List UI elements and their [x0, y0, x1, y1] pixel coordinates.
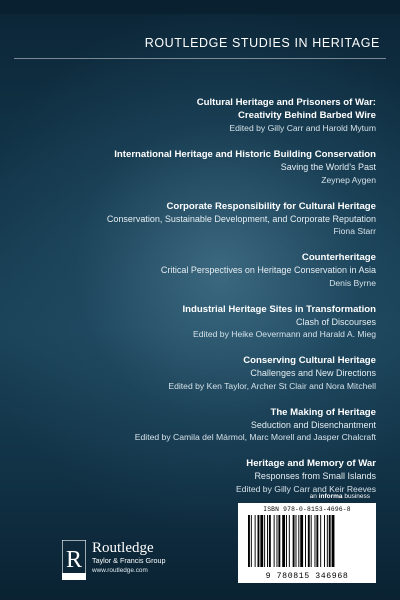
book-editors: Denis Byrne	[329, 277, 376, 288]
book-entry	[16, 406, 376, 444]
top-band	[0, 0, 400, 14]
barcode-bars	[246, 515, 368, 567]
book-list	[16, 96, 376, 509]
book-subtitle: Clash of Discourses	[295, 316, 376, 327]
book-entry	[16, 354, 376, 392]
book-title: Heritage and Memory of War	[246, 458, 376, 469]
book-entry	[16, 457, 376, 495]
svg-text:R: R	[65, 547, 83, 573]
isbn-text: ISBN 978-0-8153-4696-8	[263, 506, 351, 513]
book-entry	[16, 148, 376, 186]
book-editors: Edited by Gilly Carr and Harold Mytum	[229, 123, 376, 133]
book-title: Counterheritage	[301, 252, 376, 263]
book-entry	[16, 200, 376, 238]
book-editors: Edited by Camila del Mármol, Marc Morell and Jasper Chalcraft	[134, 432, 376, 442]
book-subtitle: Seduction and Disenchantment	[250, 419, 376, 430]
book-title-line2: Creativity Behind Barbed Wire	[238, 110, 376, 121]
publisher-block	[62, 540, 166, 580]
book-subtitle: Saving the World’s Past	[280, 162, 376, 172]
book-entry	[16, 96, 376, 134]
book-editors: Zeynep Aygen	[321, 174, 376, 185]
publisher-url: www.routledge.com	[92, 567, 148, 574]
book-subtitle: Challenges and New Directions	[250, 368, 376, 378]
book-title: The Making of Heritage	[270, 406, 376, 418]
book-title: International Heritage and Historic Building Conservation	[114, 149, 376, 160]
book-subtitle: Conservation, Sustainable Development, and Corporate Reputation	[106, 213, 376, 224]
book-entry	[16, 303, 376, 341]
series-divider	[14, 58, 386, 59]
book-subtitle: Critical Perspectives on Heritage Conservation in Asia	[160, 265, 376, 275]
book-entry	[16, 251, 376, 289]
book-editors: Edited by Heike Oevermann and Harald A. Mieg	[193, 329, 376, 339]
book-title: Conserving Cultural Heritage	[243, 355, 376, 366]
informa-prefix: an	[309, 493, 317, 500]
publisher-name: Routledge	[92, 540, 154, 556]
informa-brand: informa	[318, 493, 343, 500]
book-editors: Edited by Gilly Carr and Keir Reeves	[236, 483, 376, 494]
publisher-group: Taylor & Francis Group	[92, 556, 166, 565]
informa-business-label	[310, 493, 370, 500]
book-title: Industrial Heritage Sites in Transformation	[182, 303, 376, 315]
informa-suffix: business	[344, 493, 370, 500]
book-title: Corporate Responsibility for Cultural Heritage	[166, 200, 376, 212]
barcode-digits: 9 780815 346968	[265, 572, 349, 581]
series-title: ROUTLEDGE STUDIES IN HERITAGE	[144, 36, 380, 50]
barcode	[238, 503, 376, 583]
book-editors: Fiona Starr	[333, 226, 376, 236]
routledge-logo-icon	[62, 540, 86, 580]
book-editors: Edited by Ken Taylor, Archer St Clair and Nora Mitchell	[168, 380, 376, 391]
book-subtitle: Responses from Small Islands	[254, 471, 376, 481]
book-title: Cultural Heritage and Prisoners of War:	[196, 97, 376, 108]
